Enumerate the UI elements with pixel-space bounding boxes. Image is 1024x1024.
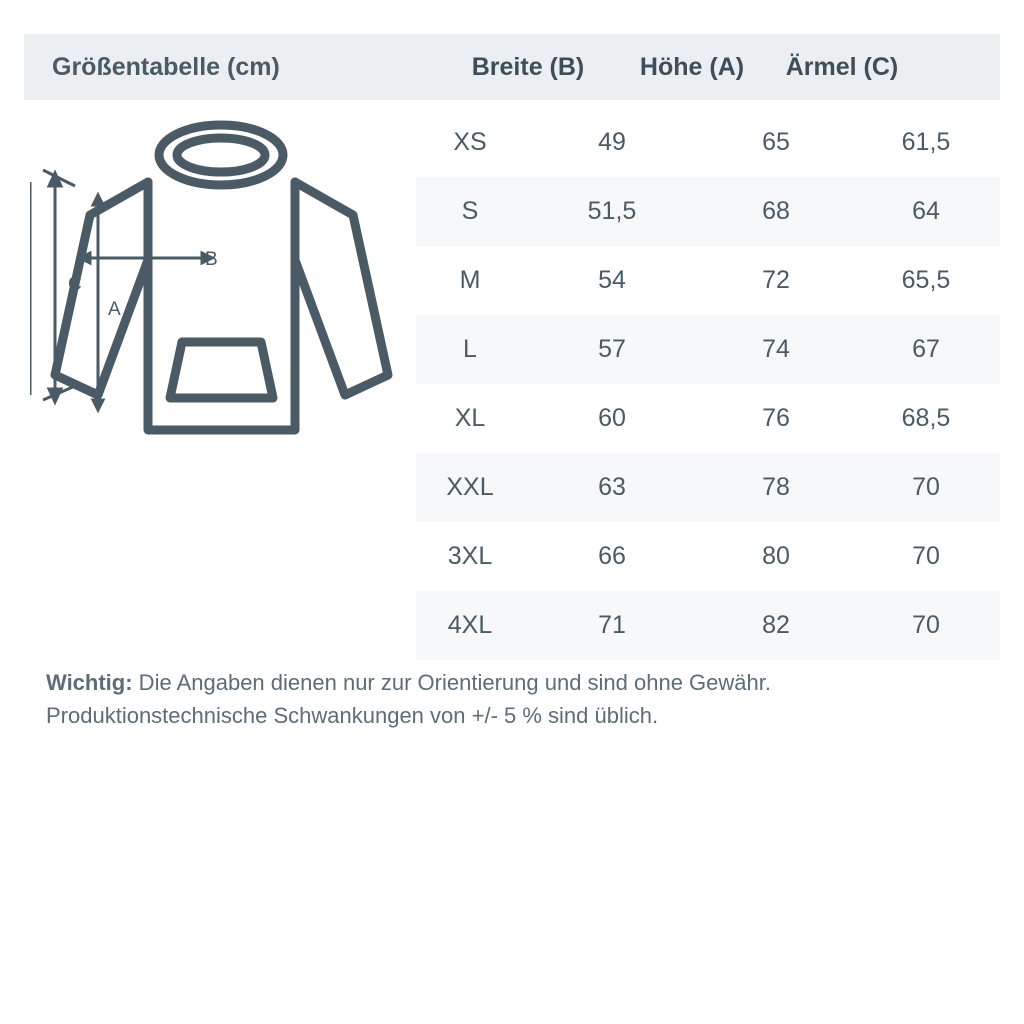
cell-aermel: 67 [912, 335, 940, 363]
diagram-dimension-labels [30, 110, 416, 460]
table-header [24, 34, 1000, 100]
hoodie-diagram [30, 110, 416, 460]
cell-aermel: 64 [912, 197, 940, 225]
cell-aermel: 61,5 [901, 128, 951, 156]
cell-size: XXL [446, 473, 494, 501]
cell-size: 4XL [447, 611, 493, 639]
header-columns [440, 53, 1024, 82]
size-table [416, 108, 1000, 660]
table-row [416, 108, 1000, 177]
cell-hoehe: 72 [762, 266, 790, 294]
table-row [416, 315, 1000, 384]
cell-hoehe: 78 [762, 473, 790, 501]
table-row [416, 453, 1000, 522]
cell-breite: 71 [598, 611, 626, 639]
table-row [416, 246, 1000, 315]
cell-breite: 51,5 [587, 197, 637, 225]
cell-hoehe: 74 [762, 335, 790, 363]
cell-size: S [461, 197, 479, 225]
cell-aermel: 70 [912, 611, 940, 639]
cell-hoehe: 68 [762, 197, 790, 225]
cell-aermel: 68,5 [901, 404, 951, 432]
cell-breite: 63 [598, 473, 626, 501]
cell-hoehe: 80 [762, 542, 790, 570]
cell-breite: 54 [598, 266, 626, 294]
cell-size: XS [453, 128, 487, 156]
cell-size: XL [454, 404, 486, 432]
table-row [416, 522, 1000, 591]
cell-size: M [459, 266, 481, 294]
table-row [416, 177, 1000, 246]
table-row [416, 591, 1000, 660]
cell-breite: 49 [598, 128, 626, 156]
diagram-label-c: C [68, 274, 82, 295]
cell-aermel: 70 [912, 473, 940, 501]
cell-aermel: 65,5 [901, 266, 951, 294]
column-header-hoehe: Höhe (A) [639, 52, 745, 81]
cell-breite: 66 [598, 542, 626, 570]
column-header-breite: Breite (B) [471, 52, 585, 81]
footnote [46, 666, 996, 732]
page-title: Größentabelle (cm) [52, 52, 280, 81]
cell-size: L [463, 335, 477, 363]
footnote-line1: Die Angaben dienen nur zur Orientierung und sind ohne Gewähr. [132, 670, 771, 695]
footnote-lead: Wichtig: [46, 670, 133, 695]
diagram-label-a: A [108, 299, 121, 320]
footnote-line2: Produktionstechnische Schwankungen von +/- 5 % sind üblich. [46, 703, 659, 728]
cell-hoehe: 82 [762, 611, 790, 639]
cell-hoehe: 76 [762, 404, 790, 432]
cell-breite: 60 [598, 404, 626, 432]
cell-breite: 57 [598, 335, 626, 363]
cell-size: 3XL [447, 542, 493, 570]
cell-aermel: 70 [912, 542, 940, 570]
table-row [416, 384, 1000, 453]
column-header-aermel: Ärmel (C) [785, 52, 899, 81]
diagram-label-b: B [205, 249, 218, 270]
cell-hoehe: 65 [762, 128, 790, 156]
